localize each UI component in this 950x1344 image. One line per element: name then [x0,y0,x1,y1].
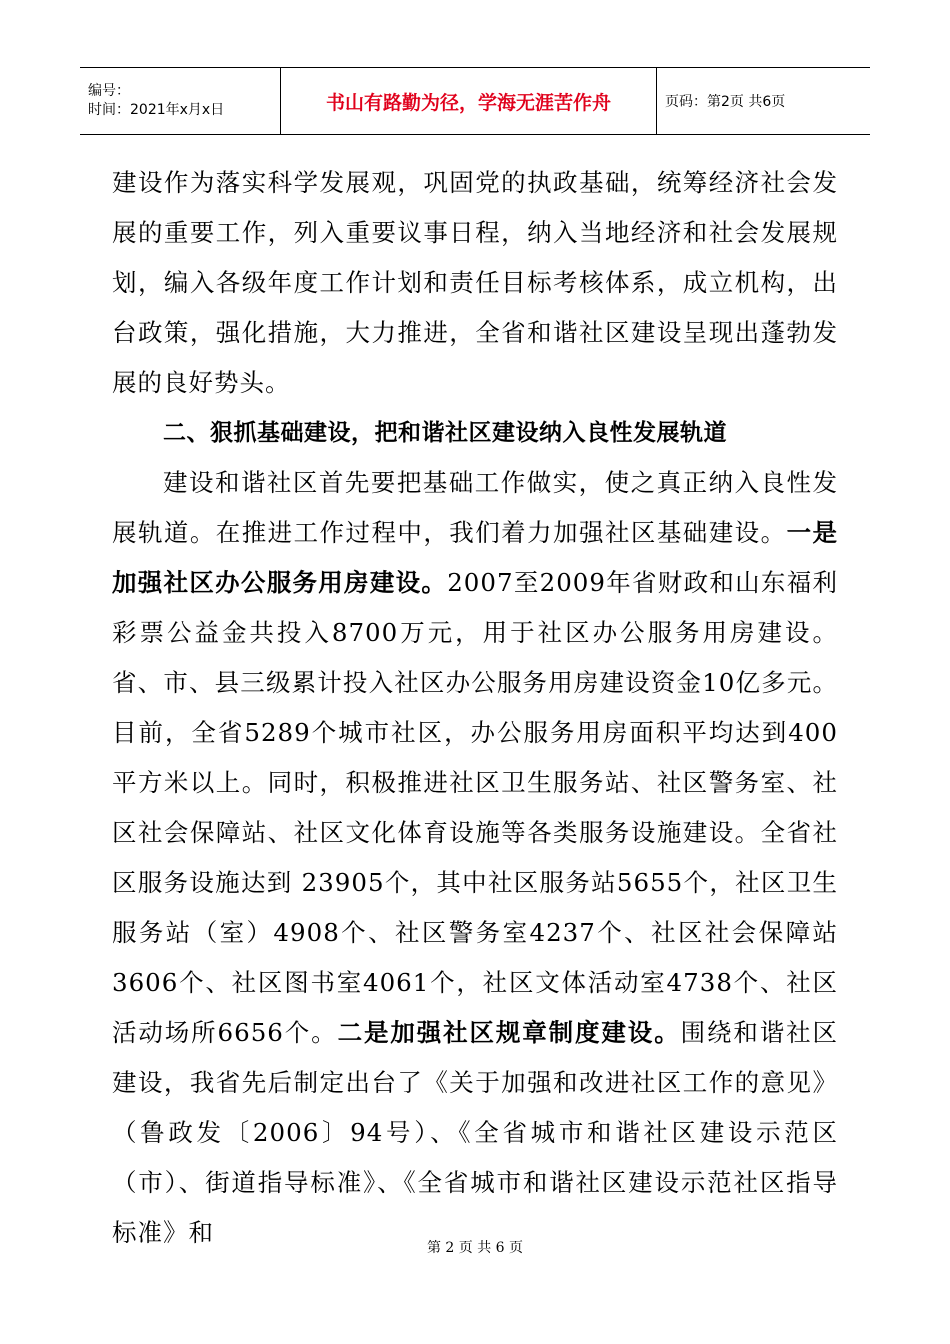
section-heading: 二、狠抓基础建设，把和谐社区建设纳入良性发展轨道 [163,420,727,446]
paragraph-text: 2007至2009年省财政和山东福利彩票公益金共投入8700万元，用于社区办公服务用房建设。省、市、县三级累计投入社区办公服务用房建设资金10亿多元。目前，全省5289个城市社区，办公服务用房面积平均达到400平方米以上。同时，积极推进社区卫生服务站、社区警务室、社区社会保障站、社区文化体育设施等各类服务设施建设。全省社区服务设施达到 23905个，其中社区服务站5655个，社区卫生服务站（室）4908个、社区警务室4237个、社区社会保障站3606个、社区图书室4061个，社区文体活动室4738个、社区活动场所6656个。 [112,568,839,1047]
bold-point-one: 一是加强社区办公服务用房建设。 [112,518,839,597]
header-motto-cell [280,68,657,134]
document-time-label: 时间：2021年x月x日 [88,102,225,118]
paragraph-text: 围绕和谐社区建设，我省先后制定出台了《关于加强和改进社区工作的意见》（鲁政发〔2006〕94号）、《全省城市和谐社区建设示范区（市）、街道指导标准》、《全省城市和谐社区建设示范社区指导标准》和 [112,1018,839,1247]
header-meta [80,68,280,134]
paragraph-continued: 建设作为落实科学发展观，巩固党的执政基础，统筹经济社会发展的重要工作，列入重要议事日程，纳入当地经济和社会发展规划，编入各级年度工作计划和责任目标考核体系，成立机构，出台政策，强化措施，大力推进，全省和谐社区建设呈现出蓬勃发展的良好势头。 [112,168,838,397]
page-footer: 第 2 页 共 6 页 [426,1240,524,1256]
paragraph-basic-construction [112,458,838,1258]
bold-point-two: 二是加强社区规章制度建设。 [337,1018,681,1047]
header-motto: 书山有路勤为径，学海无涯苦作舟 [325,91,611,114]
page-header [80,67,870,135]
header-page-info: 页码：第2页 共6页 [665,94,786,110]
document-body [112,158,838,1258]
document-number-label: 编号： [88,83,130,99]
paragraph-text: 建设和谐社区首先要把基础工作做实，使之真正纳入良性发展轨道。在推进工作过程中，我们着力加强社区基础建设。 [112,468,838,547]
